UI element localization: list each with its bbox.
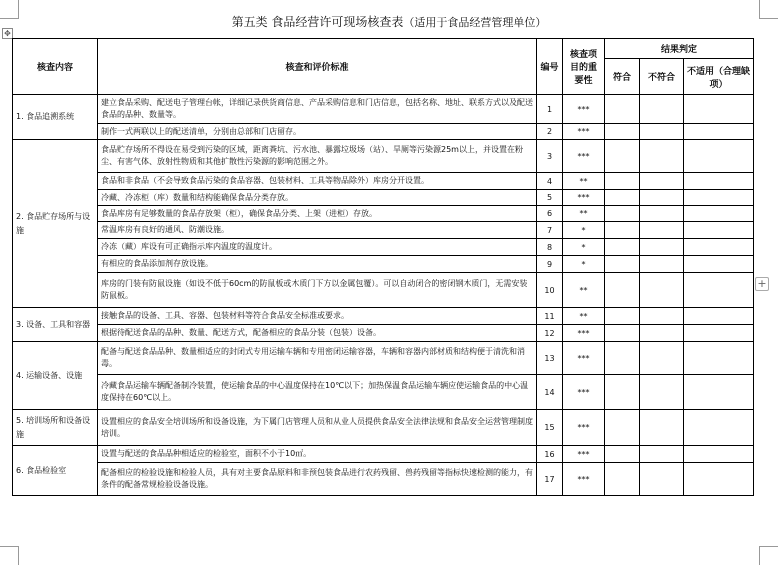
conform-cell[interactable] bbox=[605, 206, 640, 222]
table-row bbox=[13, 222, 754, 239]
na-cell[interactable] bbox=[684, 173, 754, 190]
conform-cell[interactable] bbox=[605, 342, 640, 375]
standard-cell: 食品和非食品（不会导致食品污染的食品容器、包装材料、工具等物品除外）库房分开设置。 bbox=[98, 173, 537, 190]
number-cell: 13 bbox=[537, 342, 563, 375]
importance-cell: *** bbox=[563, 446, 605, 463]
na-cell[interactable] bbox=[684, 256, 754, 273]
number-cell: 16 bbox=[537, 446, 563, 463]
importance-cell: ** bbox=[563, 308, 605, 325]
number-cell: 8 bbox=[537, 239, 563, 256]
importance-cell: * bbox=[563, 256, 605, 273]
table-row bbox=[13, 256, 754, 273]
category-cell: 1. 食品追溯系统 bbox=[13, 95, 98, 140]
table-row bbox=[13, 173, 754, 190]
number-cell: 4 bbox=[537, 173, 563, 190]
importance-cell: *** bbox=[563, 375, 605, 410]
standard-cell: 接触食品的设备、工具、容器、包装材料等符合食品安全标准或要求。 bbox=[98, 308, 537, 325]
nonconform-cell[interactable] bbox=[640, 222, 684, 239]
number-cell: 12 bbox=[537, 325, 563, 342]
nonconform-cell[interactable] bbox=[640, 124, 684, 140]
na-cell[interactable] bbox=[684, 95, 754, 124]
conform-cell[interactable] bbox=[605, 446, 640, 463]
number-cell: 11 bbox=[537, 308, 563, 325]
table-row bbox=[13, 140, 754, 173]
standard-cell: 冷冻（藏）库设有可正确指示库内温度的温度计。 bbox=[98, 239, 537, 256]
number-cell: 15 bbox=[537, 410, 563, 446]
nonconform-cell[interactable] bbox=[640, 342, 684, 375]
importance-cell: *** bbox=[563, 342, 605, 375]
conform-cell[interactable] bbox=[605, 222, 640, 239]
page-corner-mark bbox=[0, 546, 19, 565]
header-row bbox=[13, 39, 754, 59]
nonconform-cell[interactable] bbox=[640, 410, 684, 446]
importance-cell: *** bbox=[563, 140, 605, 173]
na-cell[interactable] bbox=[684, 375, 754, 410]
number-cell: 10 bbox=[537, 273, 563, 308]
na-cell[interactable] bbox=[684, 140, 754, 173]
header-standard: 核查和评价标准 bbox=[98, 39, 537, 95]
number-cell: 1 bbox=[537, 95, 563, 124]
na-cell[interactable] bbox=[684, 342, 754, 375]
nonconform-cell[interactable] bbox=[640, 173, 684, 190]
conform-cell[interactable] bbox=[605, 463, 640, 496]
na-cell[interactable] bbox=[684, 308, 754, 325]
importance-cell: *** bbox=[563, 410, 605, 446]
standard-cell: 制作一式两联以上的配送清单，分别由总部和门店留存。 bbox=[98, 124, 537, 140]
number-cell: 2 bbox=[537, 124, 563, 140]
number-cell: 5 bbox=[537, 190, 563, 206]
number-cell: 14 bbox=[537, 375, 563, 410]
standard-cell: 配备与配送食品品种、数量相适应的封闭式专用运输车辆和专用密闭运输容器，车辆和容器内部材质和结构便于清洗和消毒。 bbox=[98, 342, 537, 375]
conform-cell[interactable] bbox=[605, 95, 640, 124]
conform-cell[interactable] bbox=[605, 173, 640, 190]
category-cell: 2. 食品贮存场所与设施 bbox=[13, 140, 98, 308]
table-row bbox=[13, 463, 754, 496]
page-corner-mark bbox=[759, 546, 778, 565]
table-row bbox=[13, 206, 754, 222]
na-cell[interactable] bbox=[684, 124, 754, 140]
standard-cell: 设置相应的食品安全培训场所和设备设施，为下属门店管理人员和从业人员提供食品安全法律法规和食品安全运营管理制度培训。 bbox=[98, 410, 537, 446]
importance-cell: ** bbox=[563, 273, 605, 308]
header-conform: 符合 bbox=[605, 59, 640, 95]
importance-cell: *** bbox=[563, 190, 605, 206]
na-cell[interactable] bbox=[684, 463, 754, 496]
nonconform-cell[interactable] bbox=[640, 239, 684, 256]
number-cell: 6 bbox=[537, 206, 563, 222]
importance-cell: ** bbox=[563, 206, 605, 222]
title-sub: （适用于食品经营管理单位） bbox=[403, 16, 547, 29]
table-row bbox=[13, 190, 754, 206]
nonconform-cell[interactable] bbox=[640, 325, 684, 342]
standard-cell: 库房的门装有防鼠设施（如设不低于60cm的防鼠板或木质门下方以金属包覆）。可以自动闭合的密闭钢木质门，无需安装防鼠板。 bbox=[98, 273, 537, 308]
table-row bbox=[13, 124, 754, 140]
header-nonconform: 不符合 bbox=[640, 59, 684, 95]
category-cell: 6. 食品检验室 bbox=[13, 446, 98, 496]
standard-cell: 常温库房有良好的通风、防潮设施。 bbox=[98, 222, 537, 239]
conform-cell[interactable] bbox=[605, 239, 640, 256]
conform-cell[interactable] bbox=[605, 273, 640, 308]
conform-cell[interactable] bbox=[605, 325, 640, 342]
na-cell[interactable] bbox=[684, 190, 754, 206]
number-cell: 9 bbox=[537, 256, 563, 273]
importance-cell: ** bbox=[563, 173, 605, 190]
category-cell: 4. 运输设备、设施 bbox=[13, 342, 98, 410]
table-row bbox=[13, 273, 754, 308]
table-row bbox=[13, 95, 754, 124]
nonconform-cell[interactable] bbox=[640, 190, 684, 206]
nonconform-cell[interactable] bbox=[640, 273, 684, 308]
importance-cell: * bbox=[563, 222, 605, 239]
importance-cell: *** bbox=[563, 124, 605, 140]
number-cell: 17 bbox=[537, 463, 563, 496]
nonconform-cell[interactable] bbox=[640, 375, 684, 410]
number-cell: 7 bbox=[537, 222, 563, 239]
nonconform-cell[interactable] bbox=[640, 463, 684, 496]
table-row bbox=[13, 239, 754, 256]
na-cell[interactable] bbox=[684, 446, 754, 463]
table-row bbox=[13, 375, 754, 410]
header-result: 结果判定 bbox=[605, 39, 754, 59]
conform-cell[interactable] bbox=[605, 124, 640, 140]
table-row bbox=[13, 446, 754, 463]
importance-cell: *** bbox=[563, 95, 605, 124]
nonconform-cell[interactable] bbox=[640, 446, 684, 463]
header-importance: 核查项目的重要性 bbox=[563, 39, 605, 95]
inspection-table bbox=[12, 38, 754, 496]
nonconform-cell[interactable] bbox=[640, 308, 684, 325]
nonconform-cell[interactable] bbox=[640, 256, 684, 273]
header-content: 核查内容 bbox=[13, 39, 98, 95]
conform-cell[interactable] bbox=[605, 256, 640, 273]
standard-cell: 食品贮存场所不得设在易受到污染的区域，距离粪坑、污水池、暴露垃圾场（站）、旱厕等污染源25m以上，并设置在粉尘、有害气体、放射性物质和其他扩散性污染源的影响范围之外。 bbox=[98, 140, 537, 173]
standard-cell: 建立食品采购、配送电子管理台帐，详细记录供货商信息、产品采购信息和门店信息，包括名称、地址、联系方式以及配送食品的品种、数量等。 bbox=[98, 95, 537, 124]
table-row bbox=[13, 410, 754, 446]
title-main: 第五类 食品经营许可现场核查表 bbox=[231, 15, 404, 29]
standard-cell: 配备相应的检验设施和检验人员，具有对主要食品原料和非预包装食品进行农药残留、兽药残留等指标快速检测的能力，有条件的配备常规检验设备设施。 bbox=[98, 463, 537, 496]
standard-cell: 冷藏食品运输车辆配备制冷装置，使运输食品的中心温度保持在10℃以下；加热保温食品运输车辆应使运输食品的中心温度保持在60℃以上。 bbox=[98, 375, 537, 410]
header-number: 编号 bbox=[537, 39, 563, 95]
conform-cell[interactable] bbox=[605, 308, 640, 325]
header-na: 不适用（合理缺项） bbox=[684, 59, 754, 95]
nonconform-cell[interactable] bbox=[640, 140, 684, 173]
table-row bbox=[13, 342, 754, 375]
conform-cell[interactable] bbox=[605, 190, 640, 206]
na-cell[interactable] bbox=[684, 325, 754, 342]
table-row bbox=[13, 308, 754, 325]
standard-cell: 冷藏、冷冻柜（库）数量和结构能确保食品分类存放。 bbox=[98, 190, 537, 206]
add-column-icon[interactable]: + bbox=[755, 277, 769, 291]
number-cell: 3 bbox=[537, 140, 563, 173]
na-cell[interactable] bbox=[684, 206, 754, 222]
table-move-handle-icon[interactable]: ✥ bbox=[2, 28, 13, 39]
na-cell[interactable] bbox=[684, 222, 754, 239]
na-cell[interactable] bbox=[684, 410, 754, 446]
conform-cell[interactable] bbox=[605, 140, 640, 173]
conform-cell[interactable] bbox=[605, 375, 640, 410]
nonconform-cell[interactable] bbox=[640, 206, 684, 222]
document-title bbox=[0, 14, 778, 31]
importance-cell: * bbox=[563, 239, 605, 256]
standard-cell: 有相应的食品添加剂存放设施。 bbox=[98, 256, 537, 273]
standard-cell: 设置与配送的食品品种相适应的检验室，面积不小于10㎡。 bbox=[98, 446, 537, 463]
table-row bbox=[13, 325, 754, 342]
standard-cell: 根据待配送食品的品种、数量、配送方式，配备相应的食品分装（包装）设备。 bbox=[98, 325, 537, 342]
nonconform-cell[interactable] bbox=[640, 95, 684, 124]
conform-cell[interactable] bbox=[605, 410, 640, 446]
importance-cell: *** bbox=[563, 463, 605, 496]
category-cell: 5. 培训场所和设备设施 bbox=[13, 410, 98, 446]
na-cell[interactable] bbox=[684, 239, 754, 256]
importance-cell: *** bbox=[563, 325, 605, 342]
category-cell: 3. 设备、工具和容器 bbox=[13, 308, 98, 342]
standard-cell: 食品库房有足够数量的食品存放架（柜），确保食品分类、上架（进柜）存放。 bbox=[98, 206, 537, 222]
na-cell[interactable] bbox=[684, 273, 754, 308]
